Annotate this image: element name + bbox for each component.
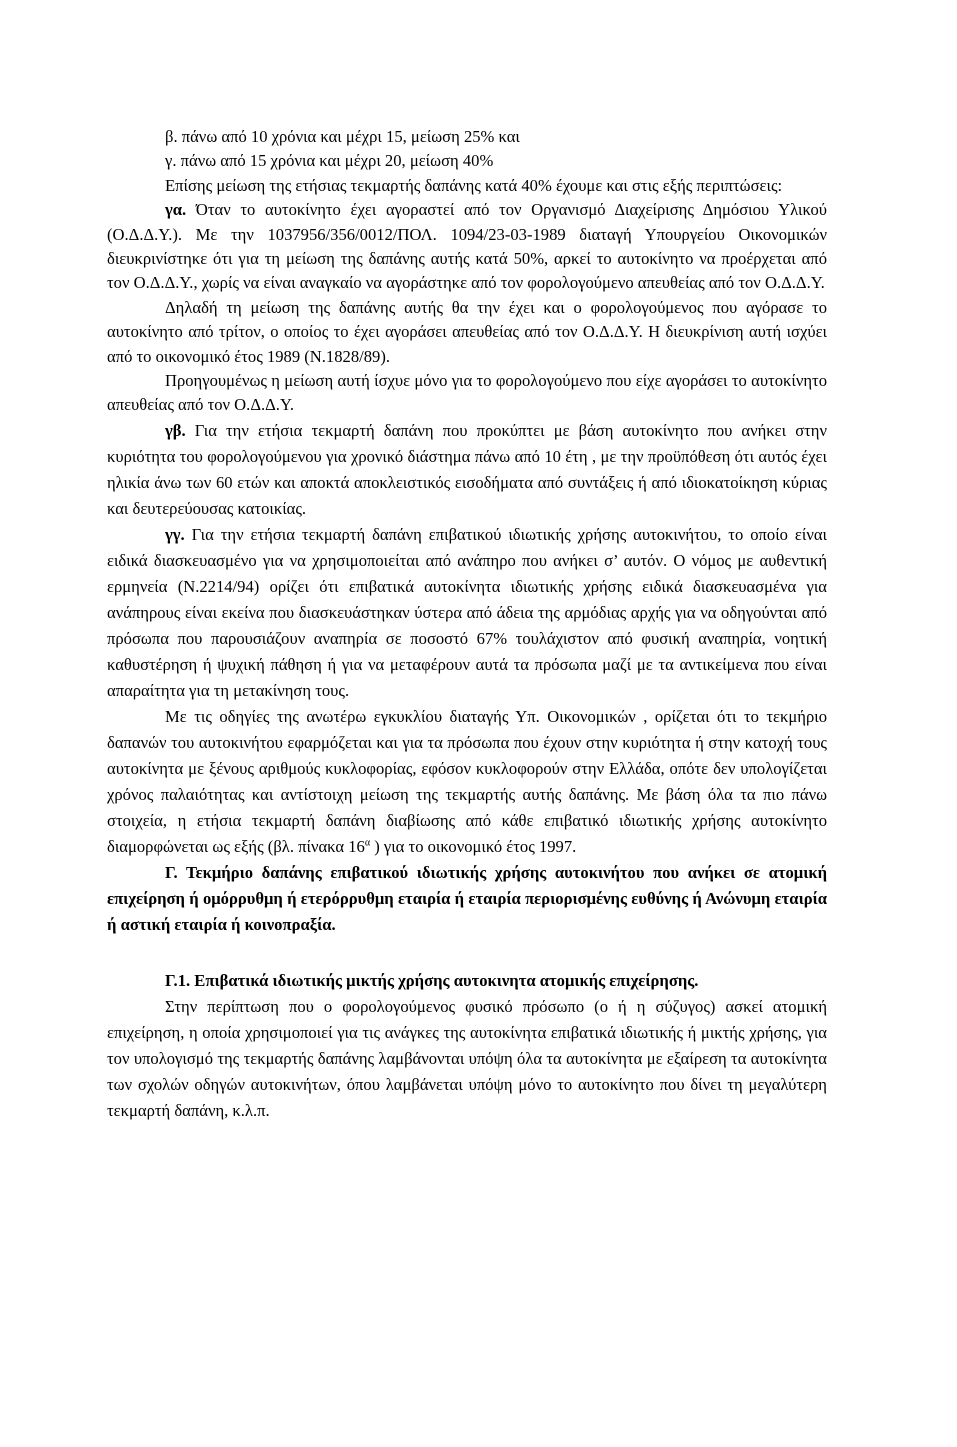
paragraph-gb <box>107 418 827 522</box>
paragraph-ga-lead: γα. <box>165 200 187 220</box>
paragraph-instructions-tail: ) για το οικονομικό έτος 1997. <box>370 836 577 856</box>
superscript-alpha: α <box>364 837 371 849</box>
paragraph-beta: β. πάνω από 10 χρόνια και μέχρι 15, μείωση 25% και <box>165 127 520 146</box>
paragraph-gg-text: Για την ετήσια τεκμαρτή δαπάνη επιβατικού ιδιωτικής χρήσης αυτοκινήτου, το οποίο είναι ειδικά διασκευασμένο για να χρησιμοποιείται από ανάπηρο που ανήκει σ’ αυτόν. Ο νόμος με αυθεντική ερμηνεία (Ν.2214/94) ορίζει ότι επιβατικά αυτοκίνητα ιδιωτικής χρήσης ειδικά διασκευασμένα για ανάπηρους είναι εκείνα που διασκευάστηκαν ύστερα από άδεια της αρμόδιας αρχής για να οδηγούνται από πρόσωπα που παρουσιάζουν αναπηρία σε ποσοστό 67% τουλάχιστον από φυσική αναπηρία, νοητική καθυστέρηση ή ψυχική πάθηση ή για να μεταφέρουν αυτά τα πρόσωπα μαζί με τα αντικείμενα που είναι απαραίτητα για τη μετακίνηση τους. <box>107 524 827 700</box>
paragraph-namely: Δηλαδή τη μείωση της δαπάνης αυτής θα την έχει και ο φορολογούμενος που αγόρασε το αυτοκίνητο από τρίτον, ο οποίος το έχει αγοράσει απευθείας από τον Ο.Δ.Δ.Υ. Η διευκρίνιση αυτή ισχύει από το οικονομικό έτος 1989 (Ν.1828/89). <box>107 297 827 366</box>
paragraph-ga <box>107 198 827 296</box>
subsection-heading-g1: Γ.1. Επιβατικά ιδιωτικής μικτής χρήσης αυτοκινητα ατομικής επιχείρησης. <box>165 970 699 990</box>
paragraph-previously: Προηγουμένως η μείωση αυτή ίσχυε μόνο για το φορολογούμενο που είχε αγοράσει το αυτοκίνητο απευθείας από τον Ο.Δ.Δ.Υ. <box>107 371 827 415</box>
section-heading-gamma: Γ. Τεκμήριο δαπάνης επιβατικού ιδιωτικής χρήσης αυτοκινήτου που ανήκει σε ατομική επιχείρηση ή ομόρρυθμη ή ετερόρρυθμη εταιρία ή εταιρία περιορισμένης ευθύνης ή Ανώνυμη εταιρία ή αστική εταιρία ή κοινοπραξία. <box>107 862 827 934</box>
paragraph-gamma: γ. πάνω από 15 χρόνια και μέχρι 20, μείωση 40% <box>165 151 494 171</box>
paragraph-instructions-text: Με τις οδηγίες της ανωτέρω εγκυκλίου διαταγής Υπ. Οικονομικών , ορίζεται ότι το τεκμήριο δαπανών του αυτοκινήτου εφαρμόζεται και για τα πρόσωπα που έχουν στην κυριότητα ή στην κατοχή τους αυτοκίνητα με ξένους αριθμούς κυκλοφορίας, εφόσον κυκλοφορούν στην Ελλάδα, οπότε δεν υπολογίζεται χρόνος παλαιότητας και αντίστοιχη μείωση της τεκμαρτής αυτής δαπάνης. Με βάση όλα τα πιο πάνω στοιχεία, η ετήσια τεκμαρτή δαπάνη διαβίωσης από κάθε επιβατικό ιδιωτικής χρήσης αυτοκίνητο διαμορφώνεται ως εξής (βλ. πίνακα 16 <box>107 706 827 856</box>
paragraph-gg <box>107 522 827 704</box>
paragraph-instructions <box>107 704 827 860</box>
paragraph-also: Επίσης μείωση της ετήσιας τεκμαρτής δαπάνης κατά 40% έχουμε και στις εξής περιπτώσεις: <box>165 175 783 195</box>
paragraph-gg-lead: γγ. <box>165 524 185 544</box>
paragraph-ga-text: Όταν το αυτοκίνητο έχει αγοραστεί από τον Οργανισμό Διαχείρισης Δημόσιου Υλικού (Ο.Δ.Δ.Υ.). Με την 1037956/356/0012/ΠΟΛ. 1094/23-03-1989 διαταγή Υπουργείου Οικονομικών διευκρινίστηκε ότι για τη μείωση της δαπάνης αυτής κατά 50%, αρκεί το αυτοκίνητο να προέρχεται από τον Ο.Δ.Δ.Υ., χωρίς να είναι αναγκαίο να αγοράστηκε από τον φορολογούμενο απευθείας από τον Ο.Δ.Δ.Υ. <box>107 200 827 293</box>
paragraph-gb-text: Για την ετήσια τεκμαρτή δαπάνη που προκύπτει με βάση αυτοκίνητο που ανήκει στην κυριότητα του φορολογούμενου για χρονικό διάστημα πάνω από 10 έτη , με την προϋπόθεση ότι αυτός έχει ηλικία άνω των 60 ετών και αποκτά αποκλειστικός εισοδήματα από συντάξεις ή από ιδιοκατοίκηση κύριας και δευτερεύουσας κατοικίας. <box>107 420 827 518</box>
paragraph-case: Στην περίπτωση που ο φορολογούμενος φυσικό πρόσωπο (ο ή η σύζυγος) ασκεί ατομική επιχείρηση, η οποία χρησιμοποιεί για τις ανάγκες της αυτοκίνητα επιβατικά ιδιωτικής ή μικτής χρήσης, για τον υπολογισμό της τεκμαρτής δαπάνης λαμβάνονται υπόψη όλα τα αυτοκίνητα με εξαίρεση τα αυτοκίνητα των σχολών οδηγών αυτοκινήτων, όπου λαμβάνεται υπόψη μόνο το αυτοκίνητο που δίνει τη μεγαλύτερη τεκμαρτή δαπάνη, κ.λ.π. <box>107 996 827 1120</box>
spacer <box>107 938 827 968</box>
paragraph-gb-lead: γβ. <box>165 420 186 440</box>
document-body <box>107 125 827 1124</box>
